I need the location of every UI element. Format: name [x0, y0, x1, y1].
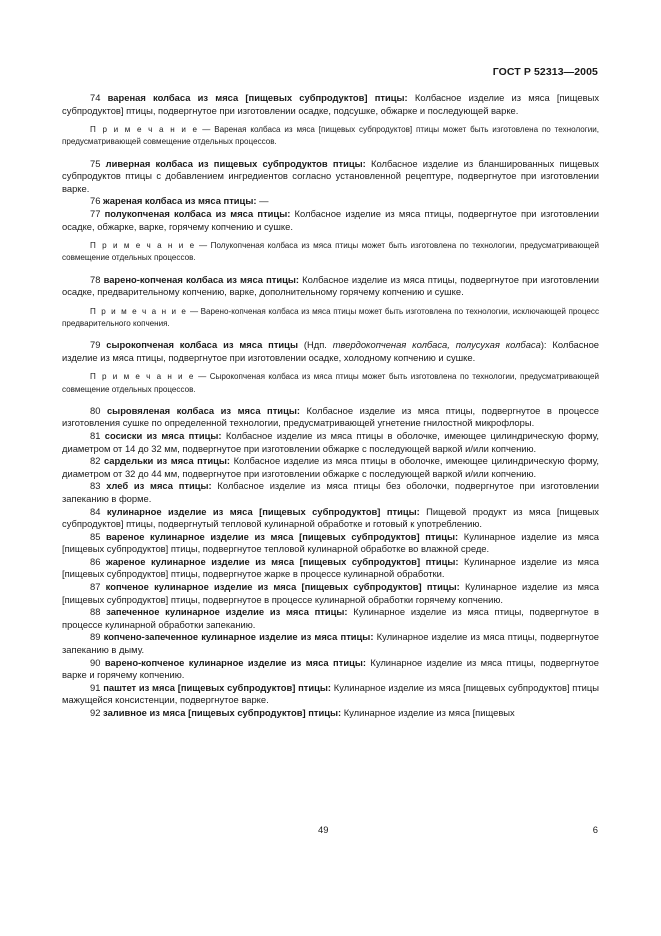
entry-number: 80 [90, 404, 101, 416]
entry-term: вареное кулинарное изделие из мяса [пищевых субпродуктов] птицы: [106, 530, 459, 542]
sheet-number: 6 [592, 824, 598, 835]
entry-definition: Колбасное изделие из мяса птицы без оболочки, подвергнутое при изготовлении запеканию в форме. [62, 480, 599, 504]
standard-header: ГОСТ Р 52313—2005 [492, 66, 598, 78]
entry-number: 89 [90, 631, 101, 643]
note-label: П р и м е ч а н и е [90, 372, 195, 382]
note-text: — Варено-копченая колбаса из мяса птицы может быть изготовлена по технологии, исключающей процесс предварительного копчения. [62, 306, 600, 328]
entry-definition: Кулинарное изделие из мяса [пищевых [343, 707, 515, 718]
entry-definition: Колбасное изделие из бланшированных пищевых субпродуктов птицы с добавлением ингредиентов согласно установленной рецептуре, подвергнутое при изготовлении варке. [62, 157, 599, 194]
note-text: — Вареная колбаса из мяса [пищевых субпродуктов] птицы может быть изготовлена по технологии, предусматривающей совмещение отдельных процессов. [62, 125, 599, 147]
entry-definition: — [259, 195, 269, 207]
note-label: П р и м е ч а н и е [90, 306, 188, 316]
entry-deprecated-prefix: (Ндп. [303, 339, 327, 351]
term-entry-85 [62, 531, 599, 556]
term-entry-79 [62, 339, 599, 364]
entry-term: паштет из мяса [пищевых субпродуктов] птицы: [103, 681, 332, 693]
entry-number: 84 [90, 505, 101, 517]
entry-term: заливное из мяса [пищевых субпродуктов] птицы: [103, 707, 342, 718]
term-entry-84 [62, 506, 599, 531]
entry-definition: Кулинарное изделие из мяса птицы, подвергнутое варке и горячему копчению. [62, 656, 599, 681]
entry-number: 78 [90, 273, 101, 285]
entry-definition: Кулинарное изделие из мяса птицы, подвергнутое в процессе кулинарной обработки запеканию. [62, 606, 599, 630]
entry-term: копченое кулинарное изделие из мяса [пищевых субпродуктов] птицы: [105, 581, 460, 593]
entry-definition: Колбасное изделие из мяса [пищевых субпродуктов] птицы, подвергнутое при изготовлении осадке, подсушке, обжарке и последующей варке. [62, 92, 600, 116]
entry-term: копчено-запеченное кулинарное изделие из мяса птицы: [103, 631, 374, 643]
term-entry-78 [62, 274, 599, 299]
entry-term: сырокопченая колбаса из мяса птицы [106, 339, 298, 351]
entry-number: 87 [90, 581, 101, 593]
entry-term: варено-копченая колбаса из мяса птицы: [103, 273, 300, 285]
term-entry-80 [62, 405, 599, 430]
entry-term: запеченное кулинарное изделие из мяса птицы: [106, 606, 348, 618]
term-entry-86 [62, 556, 599, 581]
term-entry-90 [62, 657, 599, 682]
term-entry-81 [62, 430, 599, 455]
term-entry-75 [62, 158, 599, 196]
entry-number: 79 [90, 339, 101, 351]
entry-number: 86 [90, 555, 101, 567]
entry-term: кулинарное изделие из мяса [пищевых субпродуктов] птицы: [106, 505, 420, 517]
term-entry-83 [62, 480, 599, 505]
note-text: — Полукопченая колбаса из мяса птицы может быть изготовлена по технологии, предусматривающей совмещение отдельных процессов. [62, 241, 599, 263]
entry-definition: Колбасное изделие из мяса птицы в оболочке, имеющее цилиндрическую форму, диаметром от 14 до 32 мм, подвергнутое при изготовлении обжарке с последующей варкой и/или копчению. [62, 429, 600, 454]
entry-definition: Колбасное изделие из мяса птицы, подвергнутое при изготовлении осадке, обжарке, варке, горячему копчению и сушке. [62, 207, 599, 232]
note-78 [62, 306, 599, 330]
term-entry-82 [62, 455, 599, 480]
term-entry-74 [62, 92, 599, 117]
page-number: 49 [318, 824, 329, 835]
term-entry-89 [62, 631, 599, 656]
entry-number: 90 [90, 656, 101, 668]
entry-number: 82 [90, 455, 101, 467]
entry-definition: Кулинарное изделие из мяса [пищевых субпродуктов] птицы, подвергнутое в процессе кулинарной обработки горячему копчению. [62, 581, 600, 605]
note-label: П р и м е ч а н и е [90, 241, 196, 251]
entry-term: ливерная колбаса из пищевых субпродуктов птицы: [105, 157, 366, 169]
entry-term: полукопченая колбаса из мяса птицы: [104, 207, 291, 219]
entry-number: 75 [90, 157, 101, 169]
note-74 [62, 124, 599, 148]
term-entry-87 [62, 581, 599, 606]
entry-number: 92 [90, 707, 101, 718]
term-entry-91 [62, 682, 599, 707]
entry-definition: ): Колбасное изделие из мяса птицы, подвергнутое при изготовлении осадке, холодному копчению и сушке. [62, 339, 599, 363]
entry-definition: Кулинарное изделие из мяса [пищевых субпродуктов] птицы, подвергнутое тепловой кулинарной обработке во влажной среде. [62, 530, 599, 555]
entry-term: сардельки из мяса птицы: [103, 455, 231, 467]
entry-number: 74 [90, 92, 101, 103]
entry-number: 83 [90, 480, 101, 492]
note-79 [62, 371, 599, 395]
term-entry-88 [62, 606, 599, 631]
entry-term: сосиски из мяса птицы: [104, 429, 222, 441]
note-text: — Сырокопченая колбаса из мяса птицы может быть изготовлена по технологии, предусматривающей совмещение отдельных процессов. [62, 372, 599, 394]
entry-definition: Колбасное изделие из мяса птицы, подвергнутое в процессе изготовления сушке по определенной технологии, предусматривающей угнетение гнилостной микрофлоры. [62, 404, 599, 429]
entry-number: 85 [90, 530, 101, 542]
term-entry-92 [62, 707, 599, 720]
entry-term: варено-копченое кулинарное изделие из мяса птицы: [104, 656, 366, 668]
entry-definition: Пищевой продукт из мяса [пищевых субпродуктов] птицы, подвергнутый тепловой кулинарной обработке и готовый к употреблению. [62, 505, 599, 530]
entry-definition: Кулинарное изделие из мяса [пищевых субпродуктов] птицы, подвергнутое жарке в процессе кулинарной обработки. [62, 555, 599, 580]
term-entry-76 [62, 195, 599, 208]
entry-number: 88 [90, 606, 101, 618]
entry-term: вареная колбаса из мяса [пищевых субпродуктов] птицы: [107, 92, 408, 103]
entry-term: жареная колбаса из мяса птицы: [103, 195, 257, 207]
entry-definition: Кулинарное изделие из мяса [пищевых субпродуктов] птицы мажущейся консистенции, подвергнутое варке. [62, 681, 600, 706]
entry-number: 81 [90, 429, 101, 441]
document-body [62, 92, 599, 720]
entry-number: 91 [90, 681, 101, 693]
term-entry-77 [62, 208, 599, 233]
entry-term: хлеб из мяса птицы: [106, 480, 212, 492]
entry-definition: Кулинарное изделие из мяса птицы, подвергнутое запеканию в дыму. [62, 631, 600, 656]
entry-term: сыровяленая колбаса из мяса птицы: [106, 404, 300, 416]
entry-term: жареное кулинарное изделие из мяса [пищевых субпродуктов] птицы: [105, 555, 459, 567]
note-77 [62, 240, 599, 264]
entry-number: 77 [90, 207, 101, 219]
note-label: П р и м е ч а н и е [90, 125, 199, 135]
entry-definition: Колбасное изделие из мяса птицы, подвергнутое при изготовлении осадке, предварительному копчению, варке, дополнительному горячему копчению и сушке. [62, 273, 600, 298]
entry-definition: Колбасное изделие из мяса птицы в оболочке, имеющее цилиндрическую форму, диаметром от 32 до 44 мм, подвергнутое при изготовлении обжарке с последующей варкой и/или копчению. [62, 455, 600, 479]
entry-number: 76 [90, 195, 101, 207]
entry-deprecated-terms: твердокопченая колбаса, полусухая колбаса [332, 339, 541, 351]
